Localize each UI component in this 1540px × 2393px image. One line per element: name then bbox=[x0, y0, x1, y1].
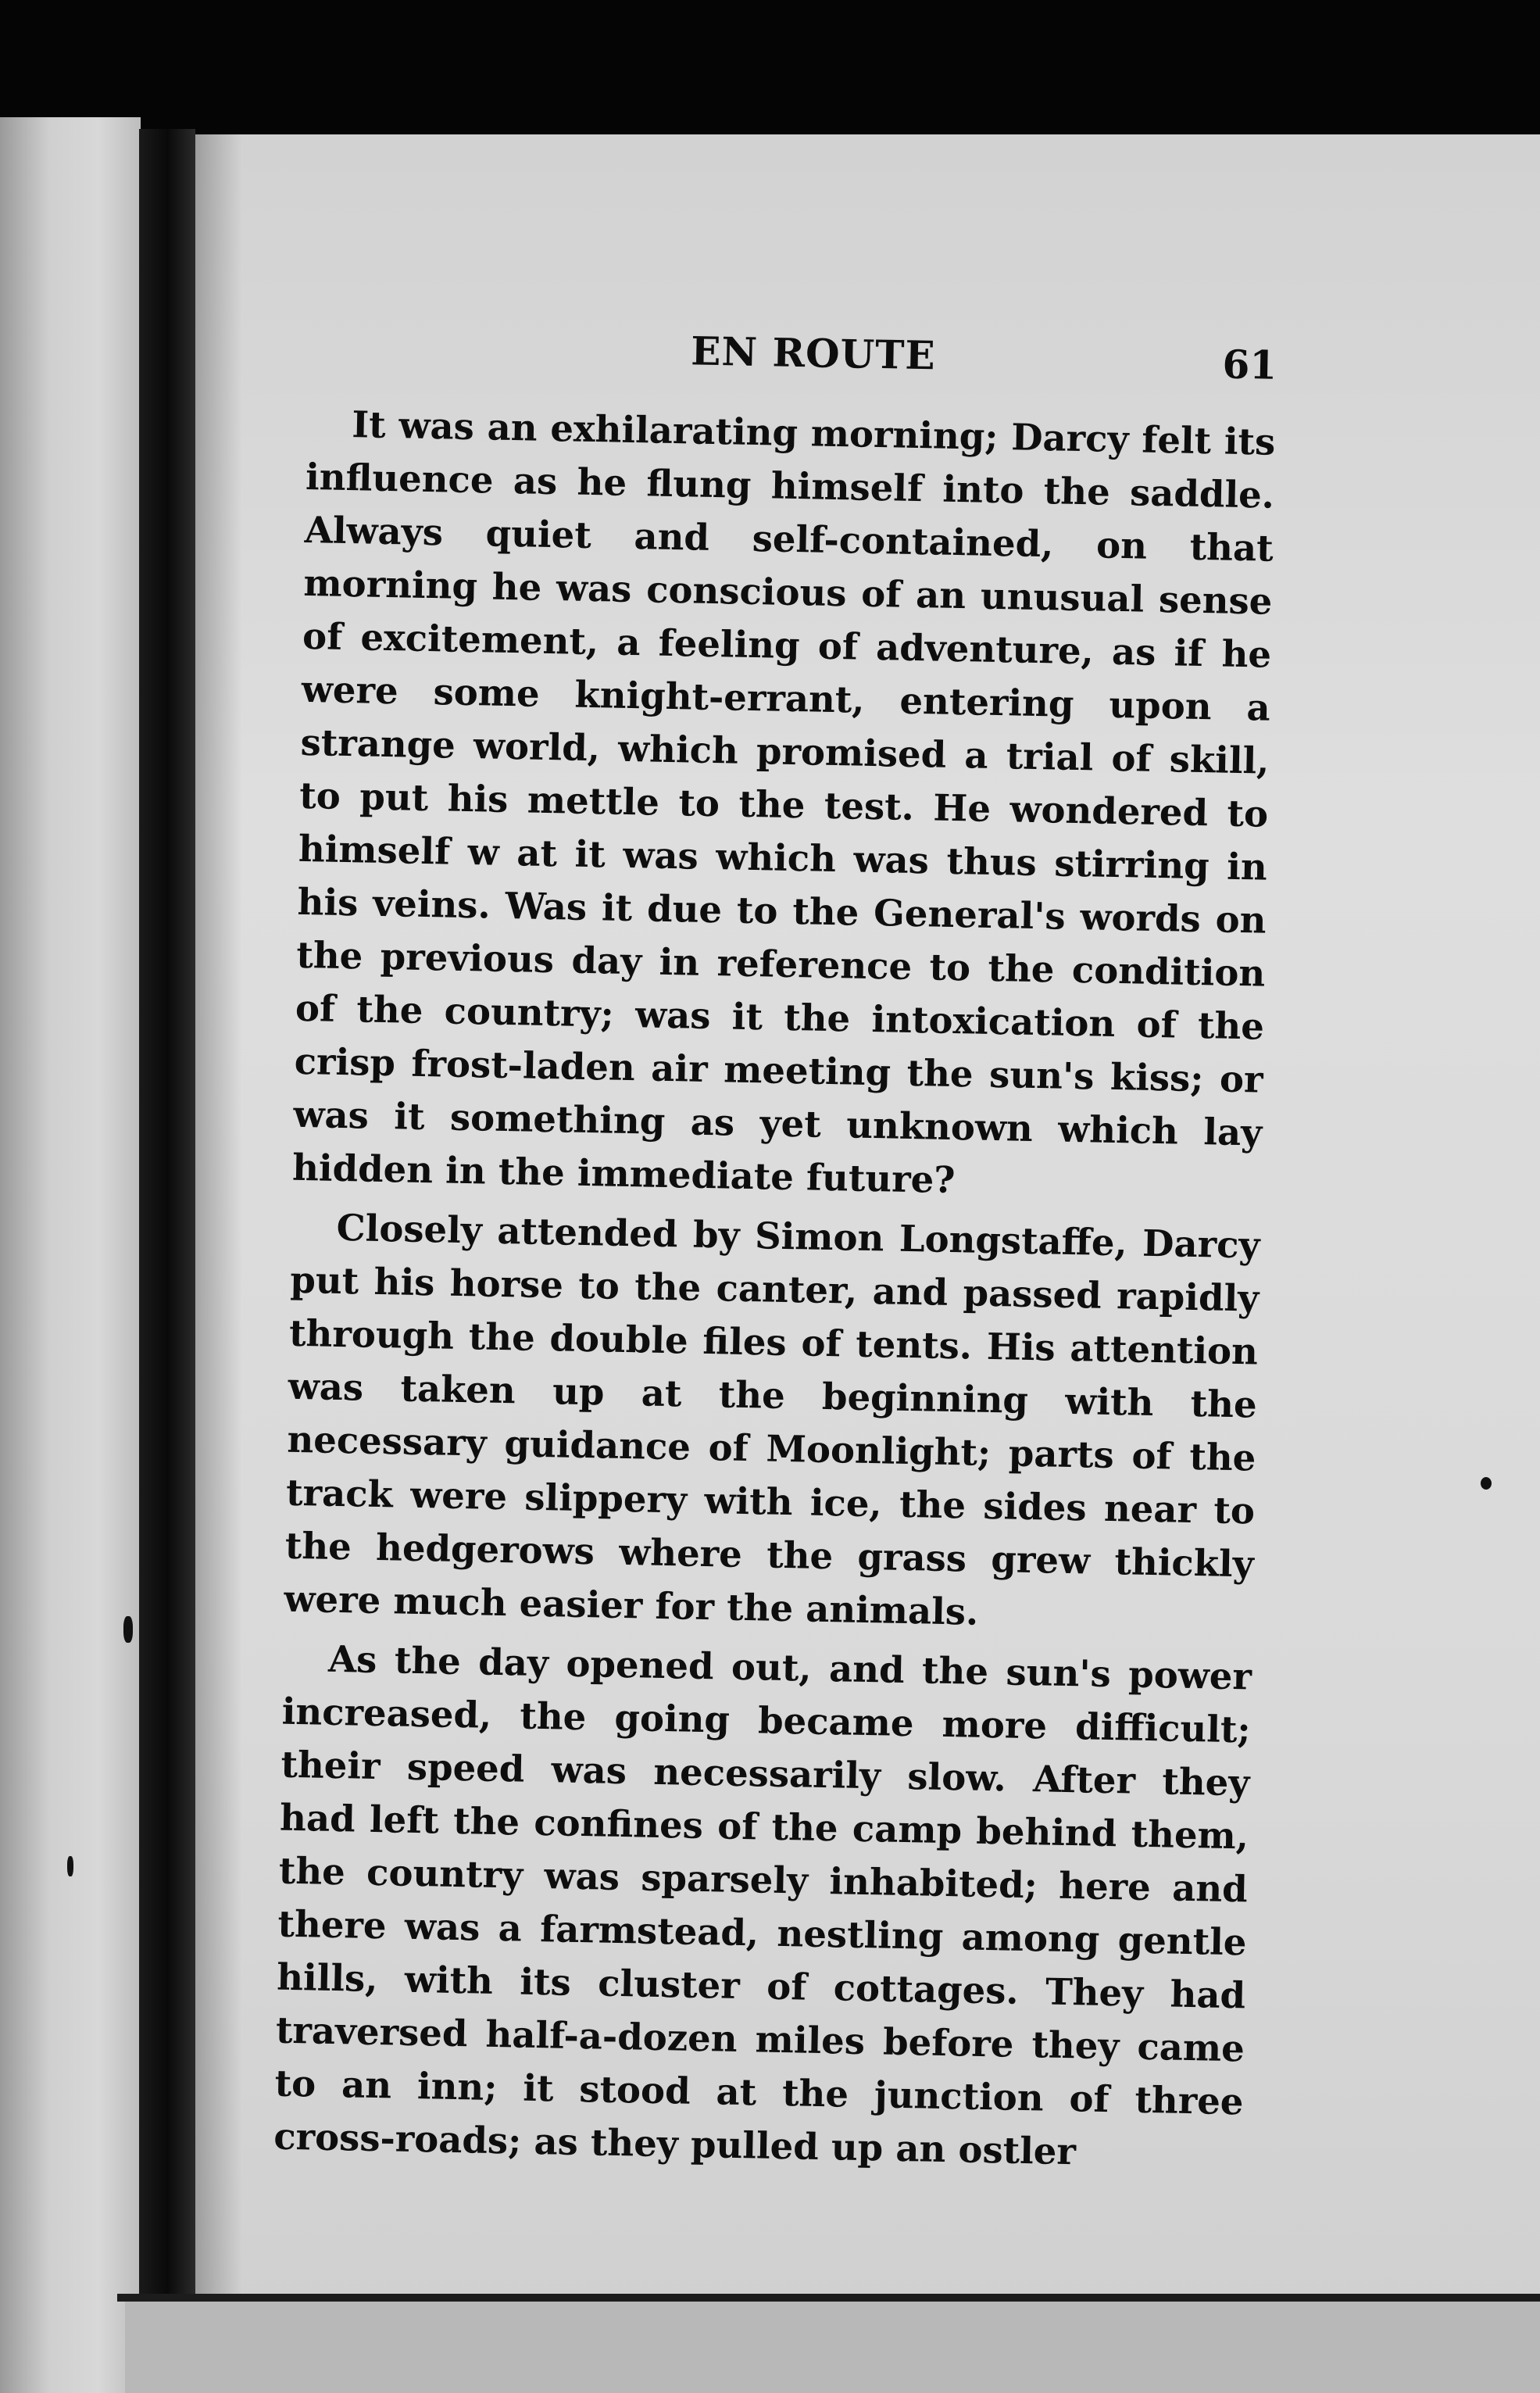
ink-speck bbox=[67, 1856, 73, 1876]
ink-speck bbox=[123, 1616, 133, 1643]
paragraph: Closely attended by Simon Longstaffe, Darcy put his horse to the canter, and passed rapidly through the double files of tents. His attention was taken up at the beginning with the necessary guidance of Moonlight; parts of the track were slippery with ice, the sides near to the hedgerows where the grass grew thickly were much easier for the animals. bbox=[284, 1205, 1261, 1633]
paragraph: It was an exhilarating morning; Darcy felt its influence as he flung himself into the saddle. Always quiet and self-contained, on that morning he was conscious of an unusual sense of excitement, a feeling of adventure, as if he were some knight-errant, entering upon a strange world, which promised a trial of skill, to put his mettle to the test. He wondered to himself w at it was which was thus stirring in his veins. Was it due to the General's words on the previous day in reference to the condition of the country; was it the intoxication of the crisp frost-laden air meeting the sun's kiss; or was it something as yet unknown which lay hidden in the immediate future? bbox=[291, 402, 1276, 1202]
page-number: 61 bbox=[1221, 341, 1277, 388]
adjacent-page-edge bbox=[0, 117, 141, 2393]
bottom-edge-line bbox=[117, 2294, 1540, 2302]
book-gutter bbox=[139, 129, 195, 2393]
gutter-shadow bbox=[195, 134, 242, 2393]
page-bottom-margin bbox=[125, 2302, 1540, 2393]
page-text bbox=[273, 320, 1277, 2181]
running-head: EN ROUTE bbox=[690, 327, 937, 379]
ink-speck bbox=[1481, 1477, 1492, 1490]
paragraph: As the day opened out, and the sun's power increased, the going became more difficult; their speed was necessarily slow. After they had left the confines of the camp behind them, the country was sparsely inhabited; here and there was a farmstead, nestling among gentle hills, with its cluster of cottages. They had traversed half-a-dozen miles before they came to an inn; it stood at the junction of three cross-roads; as they pulled up an ostler bbox=[273, 1636, 1252, 2173]
